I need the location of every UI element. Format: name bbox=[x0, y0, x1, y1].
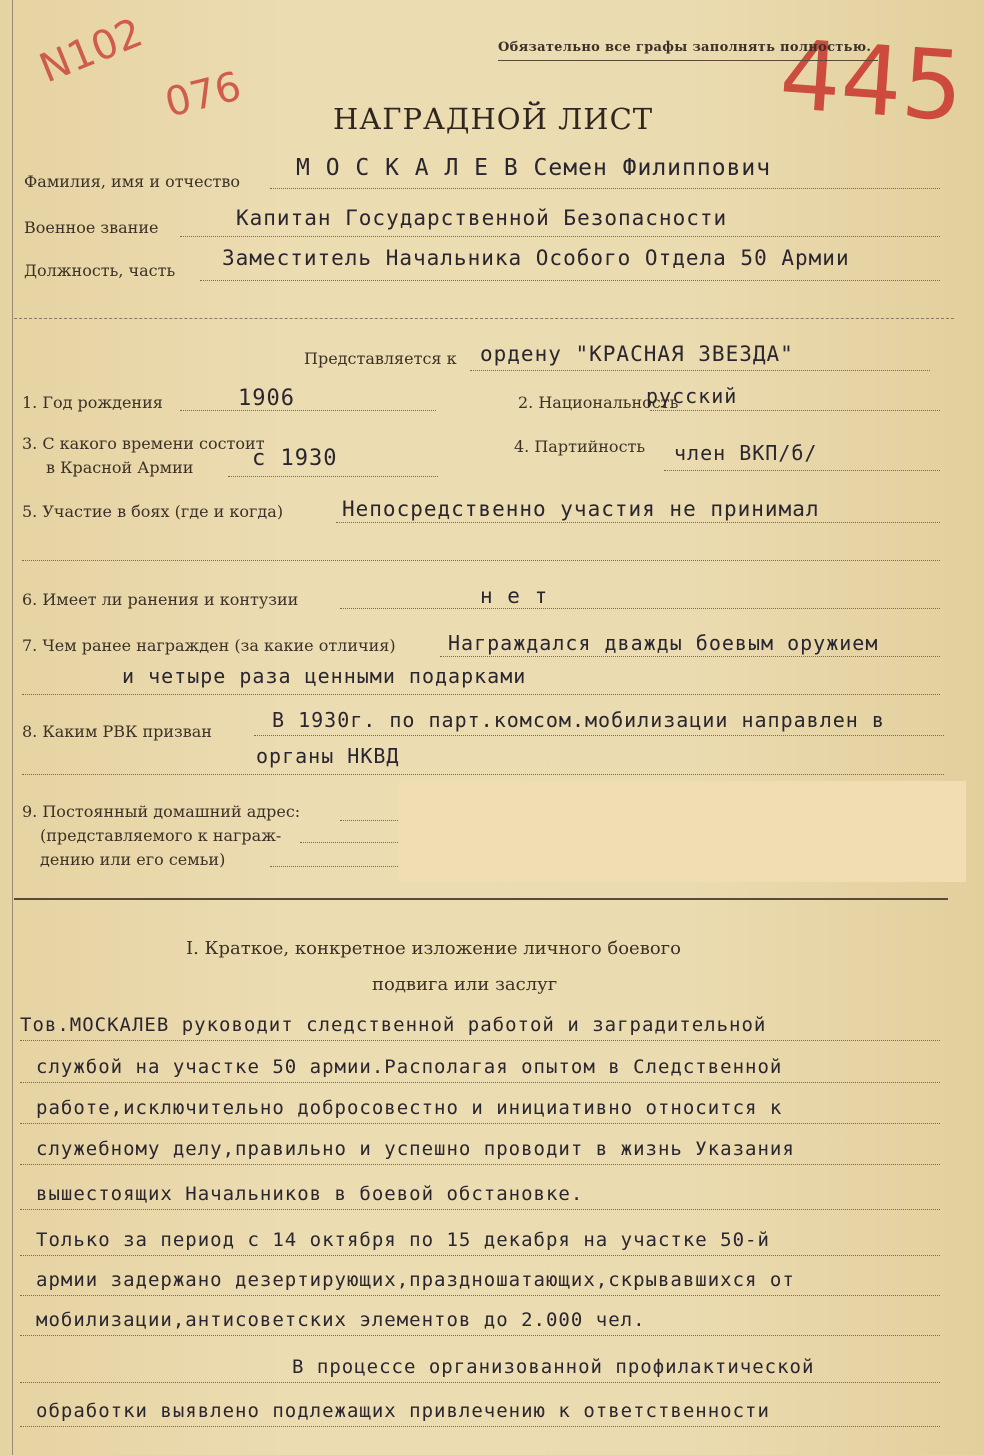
name-label: Фамилия, имя и отчество bbox=[24, 172, 241, 191]
notice-text: Обязательно все графы заполнять полностью. bbox=[498, 40, 872, 55]
wounds-line bbox=[340, 608, 940, 609]
name-value: М О С К А Л Е В Семен Филиппович bbox=[296, 155, 772, 181]
section-heading-2: подвига или заслуг bbox=[372, 974, 558, 995]
redaction-box bbox=[398, 781, 966, 882]
body-line-3: работе,исключительно добросовестно и инициативно относится к bbox=[36, 1097, 783, 1119]
rank-label: Военное звание bbox=[24, 218, 159, 237]
nationality-value: русский bbox=[646, 384, 738, 408]
awards-line-2 bbox=[22, 694, 940, 695]
body-line-8: мобилизации,антисоветских элементов до 2.000 чел. bbox=[36, 1309, 646, 1331]
body-line-6: Только за период с 14 октября по 15 декабря на участке 50-й bbox=[36, 1229, 770, 1251]
address-line-3 bbox=[270, 866, 400, 867]
body-rule-4 bbox=[20, 1164, 940, 1165]
address-label-1: 9. Постоянный домашний адрес: bbox=[22, 802, 301, 821]
name-line bbox=[270, 188, 940, 189]
red-mark-076: 076 bbox=[160, 63, 246, 127]
notice-underline bbox=[498, 60, 878, 61]
body-rule-7 bbox=[20, 1295, 940, 1296]
birth-year-value: 1906 bbox=[238, 386, 295, 411]
body-rule-8 bbox=[20, 1335, 940, 1336]
address-label-3: дению или его семьи) bbox=[40, 850, 226, 869]
battles-line-2 bbox=[22, 560, 940, 561]
body-line-7: армии задержано дезертирующих,праздношатающих,скрывавшихся от bbox=[36, 1269, 795, 1291]
body-line-2: службой на участке 50 армии.Располагая опытом в Следственной bbox=[36, 1056, 783, 1078]
body-rule-5 bbox=[20, 1209, 940, 1210]
body-rule-9 bbox=[20, 1382, 940, 1383]
battles-line bbox=[336, 522, 940, 523]
awards-value-1: Награждался дважды боевым оружием bbox=[448, 631, 879, 655]
presented-line bbox=[470, 370, 930, 371]
page-title: НАГРАДНОЙ ЛИСТ bbox=[333, 102, 654, 136]
body-rule-3 bbox=[20, 1123, 940, 1124]
rvk-line-2 bbox=[22, 774, 944, 775]
rvk-value-2: органы НКВД bbox=[256, 744, 400, 768]
wounds-label: 6. Имеет ли ранения и контузии bbox=[22, 590, 299, 609]
birth-year-label: 1. Год рождения bbox=[22, 393, 163, 412]
address-label-2: (представляемого к награж- bbox=[40, 826, 282, 845]
wounds-value: н е т bbox=[480, 584, 549, 608]
section-heading-1: I. Краткое, конкретное изложение личного боевого bbox=[186, 938, 681, 959]
position-label: Должность, часть bbox=[24, 261, 176, 280]
party-label: 4. Партийность bbox=[514, 437, 646, 456]
body-line-10: обработки выявлено подлежащих привлечению к ответственности bbox=[36, 1400, 770, 1422]
rank-value: Капитан Государственной Безопасности bbox=[236, 206, 728, 230]
body-rule-2 bbox=[20, 1082, 940, 1083]
nationality-line bbox=[650, 410, 940, 411]
awards-label: 7. Чем ранее награжден (за какие отличия) bbox=[22, 636, 396, 655]
address-line-2 bbox=[300, 842, 400, 843]
nationality-label: 2. Национальность bbox=[518, 393, 679, 412]
red-mark-n102: N102 bbox=[33, 9, 150, 93]
awards-value-2: и четыре раза ценными подарками bbox=[122, 664, 527, 688]
service-since-label: 3. С какого времени состоит bbox=[22, 434, 265, 453]
awards-line-1 bbox=[440, 656, 940, 657]
party-line bbox=[664, 470, 940, 471]
body-rule-10 bbox=[20, 1426, 940, 1427]
battles-value: Непосредственно участия не принимал bbox=[342, 497, 820, 521]
rank-line bbox=[180, 236, 940, 237]
section-divider bbox=[14, 898, 948, 900]
battles-label: 5. Участие в боях (где и когда) bbox=[22, 502, 284, 521]
birth-year-line bbox=[180, 410, 436, 411]
position-value: Заместитель Начальника Особого Отдела 50 Армии bbox=[222, 246, 850, 270]
rvk-line-1 bbox=[254, 735, 944, 736]
presented-value: ордену "КРАСНАЯ ЗВЕЗДА" bbox=[480, 342, 794, 366]
body-line-9: В процессе организованной профилактической bbox=[292, 1356, 815, 1378]
divider-1 bbox=[14, 318, 954, 319]
body-rule-1 bbox=[20, 1040, 940, 1041]
body-rule-6 bbox=[20, 1255, 940, 1256]
body-line-4: служебному делу,правильно и успешно проводит в жизнь Указания bbox=[36, 1138, 795, 1160]
service-since-value: с 1930 bbox=[252, 446, 338, 471]
body-line-5: вышестоящих Начальников в боевой обстановке. bbox=[36, 1183, 584, 1205]
presented-label: Представляется к bbox=[304, 349, 457, 368]
red-mark-445: 445 bbox=[776, 18, 967, 144]
body-line-1: Тов.МОСКАЛЕВ руководит следственной работой и заградительной bbox=[20, 1014, 767, 1036]
position-line bbox=[200, 280, 940, 281]
service-since-label-2: в Красной Армии bbox=[46, 458, 194, 477]
service-since-line bbox=[228, 476, 438, 477]
rvk-label: 8. Каким РВК призван bbox=[22, 722, 212, 741]
party-value: член ВКП/б/ bbox=[674, 441, 818, 465]
rvk-value-1: В 1930г. по парт.комсом.мобилизации направлен в bbox=[272, 708, 885, 732]
address-line-1 bbox=[340, 820, 400, 821]
margin-line bbox=[12, 0, 13, 1455]
